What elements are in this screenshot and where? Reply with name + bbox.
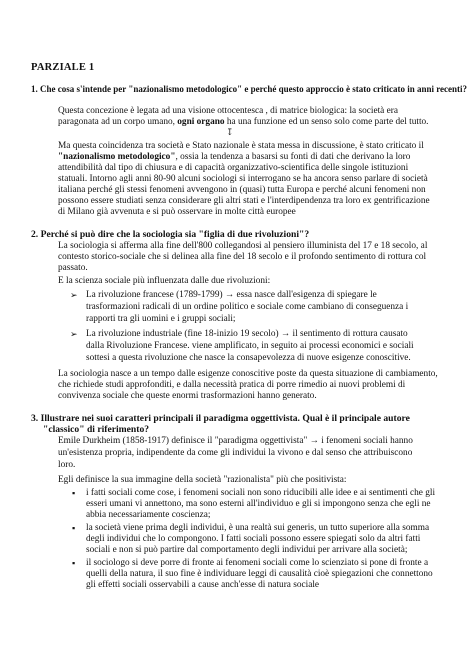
question-3-line: 3. Illustrare nei suoi caratteri principali il paradigma oggettivista. Qual è il principale autore [31, 413, 410, 424]
q1-text-line: statuali. Intorno agli anni 80-90 alcuni sociologi si interrogano se ha ancora senso parlare di società [58, 174, 428, 184]
q3-bullet-line: gli effetti sociali osservabili a cause anch'esse di natura sociale [86, 580, 320, 590]
q3-bullet-line: quelli della natura, il suo fine è individuare leggi di causalità cioè spiegazioni che connettono [86, 569, 433, 579]
q1-text-line: di Milano già avvenuta e si può osservare in molte città europee [58, 207, 296, 217]
q3-text-line: Egli definisce la sua immagine della società "razionalista" più che positivista: [58, 475, 347, 485]
q1-text-line [58, 152, 410, 163]
square-bullet-icon: ▪ [72, 523, 76, 533]
q2-bullet-line: trasformazioni radicali di un ordine politico e sociale come cambiano di conseguenza i [86, 302, 409, 312]
q3-text-line: loro. [58, 460, 76, 470]
q2-text-line: passato. [58, 263, 88, 273]
q2-text-line: che richiede studi approfonditi, e dalla necessità pratica di porre rimedio ai nuovi problemi di [58, 380, 406, 390]
square-bullet-icon: ▪ [72, 558, 76, 568]
q2-text-line: La sociologia nasce a un tempo dalle esigenze conoscitive poste da questa situazione di cambiamento, [58, 369, 438, 379]
q1-text-segment: , ossia la tendenza a basarsi su fonti di dati che derivano la loro [175, 152, 411, 162]
q1-text-segment: paragonata ad un corpo umano, [58, 117, 178, 127]
q2-bullet-line: dalla Rivoluzione Francese. viene amplificato, in seguito ai processi economici e sociali [86, 341, 414, 351]
q3-text-line: un'esistenza propria, indipendente da come gli individui la vivono e dal senso che attribuiscono [58, 448, 413, 458]
page-title: PARZIALE 1 [31, 62, 95, 73]
question-1-heading: 1. Che cosa s'intende per "nazionalismo metodologico" e perché questo approccio è stato criticato in anni recenti? [31, 84, 468, 94]
q1-bold-term: "nazionalismo metodologico" [58, 152, 176, 162]
q2-text-line: convivenza sociale che queste enormi trasformazioni hanno generato. [58, 391, 317, 401]
q1-text-segment: ha una funzione ed un senso solo come parte del tutto. [224, 117, 429, 127]
question-2-heading: 2. Perché si può dire che la sociologia sia "figlia di due rivoluzioni"? [31, 229, 310, 240]
q1-text-line: italiana perché gli stessi fenomeni avvengono in (quasi) tutta Europa e perché alcuni fenomeni non [58, 185, 426, 195]
q2-bullet-line: La rivoluzione industriale (fine 18-inizio 19 secolo) → il sentimento di rottura causato [86, 329, 408, 339]
q2-text-line: E la scienza sociale più influenzata dalle due rivoluzioni: [58, 276, 271, 286]
q3-bullet-line: i fatti sociali come cose, i fenomeni sociali non sono riducibili alle idee e ai sentimenti che gli [86, 488, 436, 498]
q3-text-line: Emile Durkheim (1858-1917) definisce il "paradigma oggettivista" → i fenomeni sociali hanno [58, 436, 413, 446]
question-3-heading [31, 413, 443, 435]
q1-bold-term: ogni organo [177, 117, 225, 127]
q1-text-line [58, 117, 429, 128]
q3-bullet-line: il sociologo si deve porre di fronte ai fenomeni sociali come lo scienziato si pone di fronte a [86, 558, 429, 568]
q3-bullet-line: esseri umani vi annettono, ma sono esterni all'individuo e gli si impongono senza che egli ne [86, 499, 431, 509]
q3-bullet-line: la società viene prima degli individui, è una realtà sui generis, un tutto superiore alla somma [86, 523, 430, 533]
arrow-bullet-icon: ➢ [70, 290, 78, 300]
q3-bullet-line: degli individui che lo compongono. I fatti sociali possono essere spiegati solo da altri fatti [86, 534, 421, 544]
q1-text-line: attendibilità dal tipo di chiusura e di capacità organizzativo-scientifica delle singole istituzioni [58, 163, 409, 173]
q1-text-line: Ma questa coincidenza tra società e Stato nazionale è stata messa in discussione, è stato criticato il [58, 141, 424, 151]
q3-bullet-line: sociali e non si può partire dal comportamento degli individui per arrivare alla società; [86, 545, 408, 555]
q1-text-line: Questa concezione è legata ad una visione ottocentesca , di matrice biologica: la società era [58, 106, 398, 116]
q1-text-line: possono essere studiati senza considerare gli altri stati e l'interdipendenza tra loro ex gentrificazione [58, 196, 430, 206]
q3-bullet-line: abbia necessariamente coscienza; [86, 510, 211, 520]
q2-text-line: contesto storico-sociale che si delinea alla fine del 18 secolo e il profondo sentimento di rottura col [58, 252, 427, 262]
arrow-bullet-icon: ➢ [70, 329, 78, 339]
square-bullet-icon: ▪ [72, 488, 76, 498]
down-arrow-icon: ↧ [226, 127, 234, 137]
q2-bullet-line: sottesi a questa rivoluzione che nasce la consapevolezza di nuove esigenze conoscitive. [86, 353, 411, 363]
q2-text-line: La sociologia si afferma alla fine dell'800 collegandosi al pensiero illuminista del 17 e 18 secolo, al [58, 241, 428, 251]
question-3-line: "classico" di riferimento? [43, 424, 150, 435]
q2-bullet-line: rapporti tra gli uomini e i gruppi sociali; [86, 314, 236, 324]
q2-bullet-line: La rivoluzione francese (1789-1799) → essa nasce dall'esigenza di spiegare le [86, 290, 377, 300]
